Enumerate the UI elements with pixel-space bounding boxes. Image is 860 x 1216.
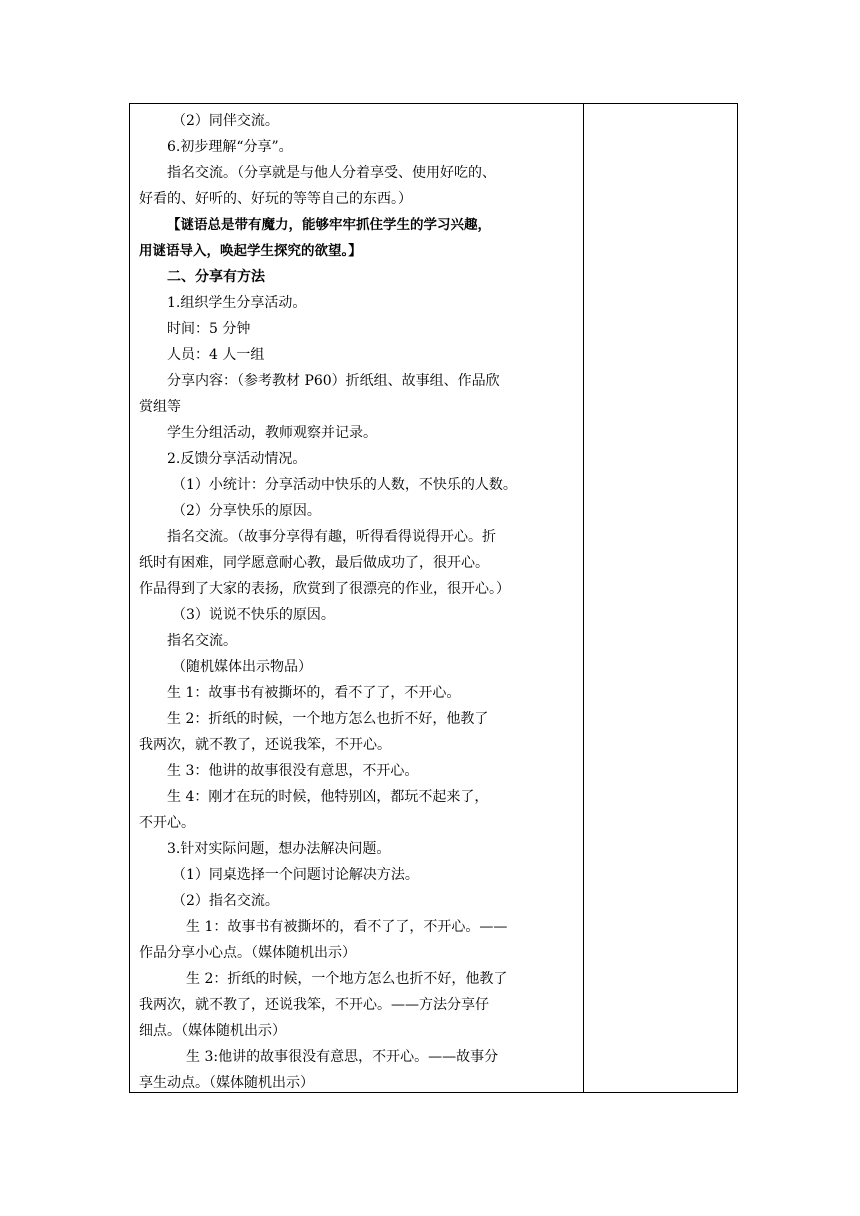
- text-line: 人员：4 人一组: [167, 347, 265, 363]
- text-line: 好看的、好听的、好玩的等等自己的东西。）: [139, 191, 412, 207]
- text-line: （3）说说不快乐的原因。: [172, 607, 335, 623]
- text-line: （随机媒体出示物品）: [172, 659, 312, 675]
- text-line: 分享内容：（参考教材 P60）折纸组、故事组、作品欣: [167, 373, 500, 389]
- column-divider: [583, 104, 584, 1092]
- text-line: （2）分享快乐的原因。: [172, 503, 321, 519]
- text-line: 3.针对实际问题，想办法解决问题。: [167, 841, 391, 857]
- text-line: （2）指名交流。: [172, 893, 279, 909]
- text-line: 生 3:他讲的故事很没有意思，不开心。——故事分: [186, 1049, 499, 1065]
- text-line: 指名交流。（分享就是与他人分着享受、使用好吃的、: [167, 165, 496, 181]
- text-line: 【谜语总是带有魔力，能够牢牢抓住学生的学习兴趣，: [167, 217, 491, 233]
- text-line: 时间：5 分钟: [167, 321, 251, 337]
- text-line: 生 2：折纸的时候，一个地方怎么也折不好，他教了: [186, 971, 508, 987]
- text-line: 不开心。: [139, 815, 195, 831]
- text-line: 作品得到了大家的表扬，欣赏到了很漂亮的作业，很开心。）: [139, 581, 510, 597]
- text-line: 享生动点。（媒体随机出示）: [139, 1075, 314, 1091]
- text-line: 纸时有困难，同学愿意耐心教，最后做成功了，很开心。: [139, 555, 489, 571]
- text-line: 1.组织学生分享活动。: [167, 295, 307, 311]
- text-line: 生 3：他讲的故事很没有意思，不开心。: [167, 763, 419, 779]
- lesson-plan-table: [129, 103, 738, 1093]
- text-line: （2）同伴交流。: [172, 113, 279, 129]
- text-line: 指名交流。: [167, 633, 237, 649]
- text-line: 我两次，就不教了，还说我笨，不开心。: [139, 737, 391, 753]
- text-line: （1）同桌选择一个问题讨论解决方法。: [172, 867, 419, 883]
- text-line: 二、分享有方法: [167, 269, 265, 285]
- text-line: 2.反馈分享活动情况。: [167, 451, 307, 467]
- text-line: 生 1：故事书有被撕坏的，看不了了，不开心。: [167, 685, 461, 701]
- text-line: 6.初步理解“分享”。: [167, 139, 293, 155]
- text-line: 学生分组活动，教师观察并记录。: [167, 425, 377, 441]
- text-line: 指名交流。（故事分享得有趣，听得看得说得开心。折: [167, 529, 496, 545]
- text-line: 细点。（媒体随机出示）: [139, 1023, 286, 1039]
- text-line: 作品分享小心点。（媒体随机出示）: [139, 945, 356, 961]
- text-line: 生 2：折纸的时候，一个地方怎么也折不好，他教了: [167, 711, 489, 727]
- text-line: 赏组等: [139, 399, 181, 415]
- teaching-process-cell: [139, 108, 579, 1096]
- text-line: 生 4：刚才在玩的时候，他特别凶，都玩不起来了，: [167, 789, 489, 805]
- text-line: 我两次，就不教了，还说我笨，不开心。——方法分享仔: [139, 997, 489, 1013]
- text-line: （1）小统计：分享活动中快乐的人数，不快乐的人数。: [172, 477, 517, 493]
- text-line: 生 1：故事书有被撕坏的，看不了了，不开心。——: [186, 919, 508, 935]
- text-line: 用谜语导入，唤起学生探究的欲望。】: [139, 243, 362, 259]
